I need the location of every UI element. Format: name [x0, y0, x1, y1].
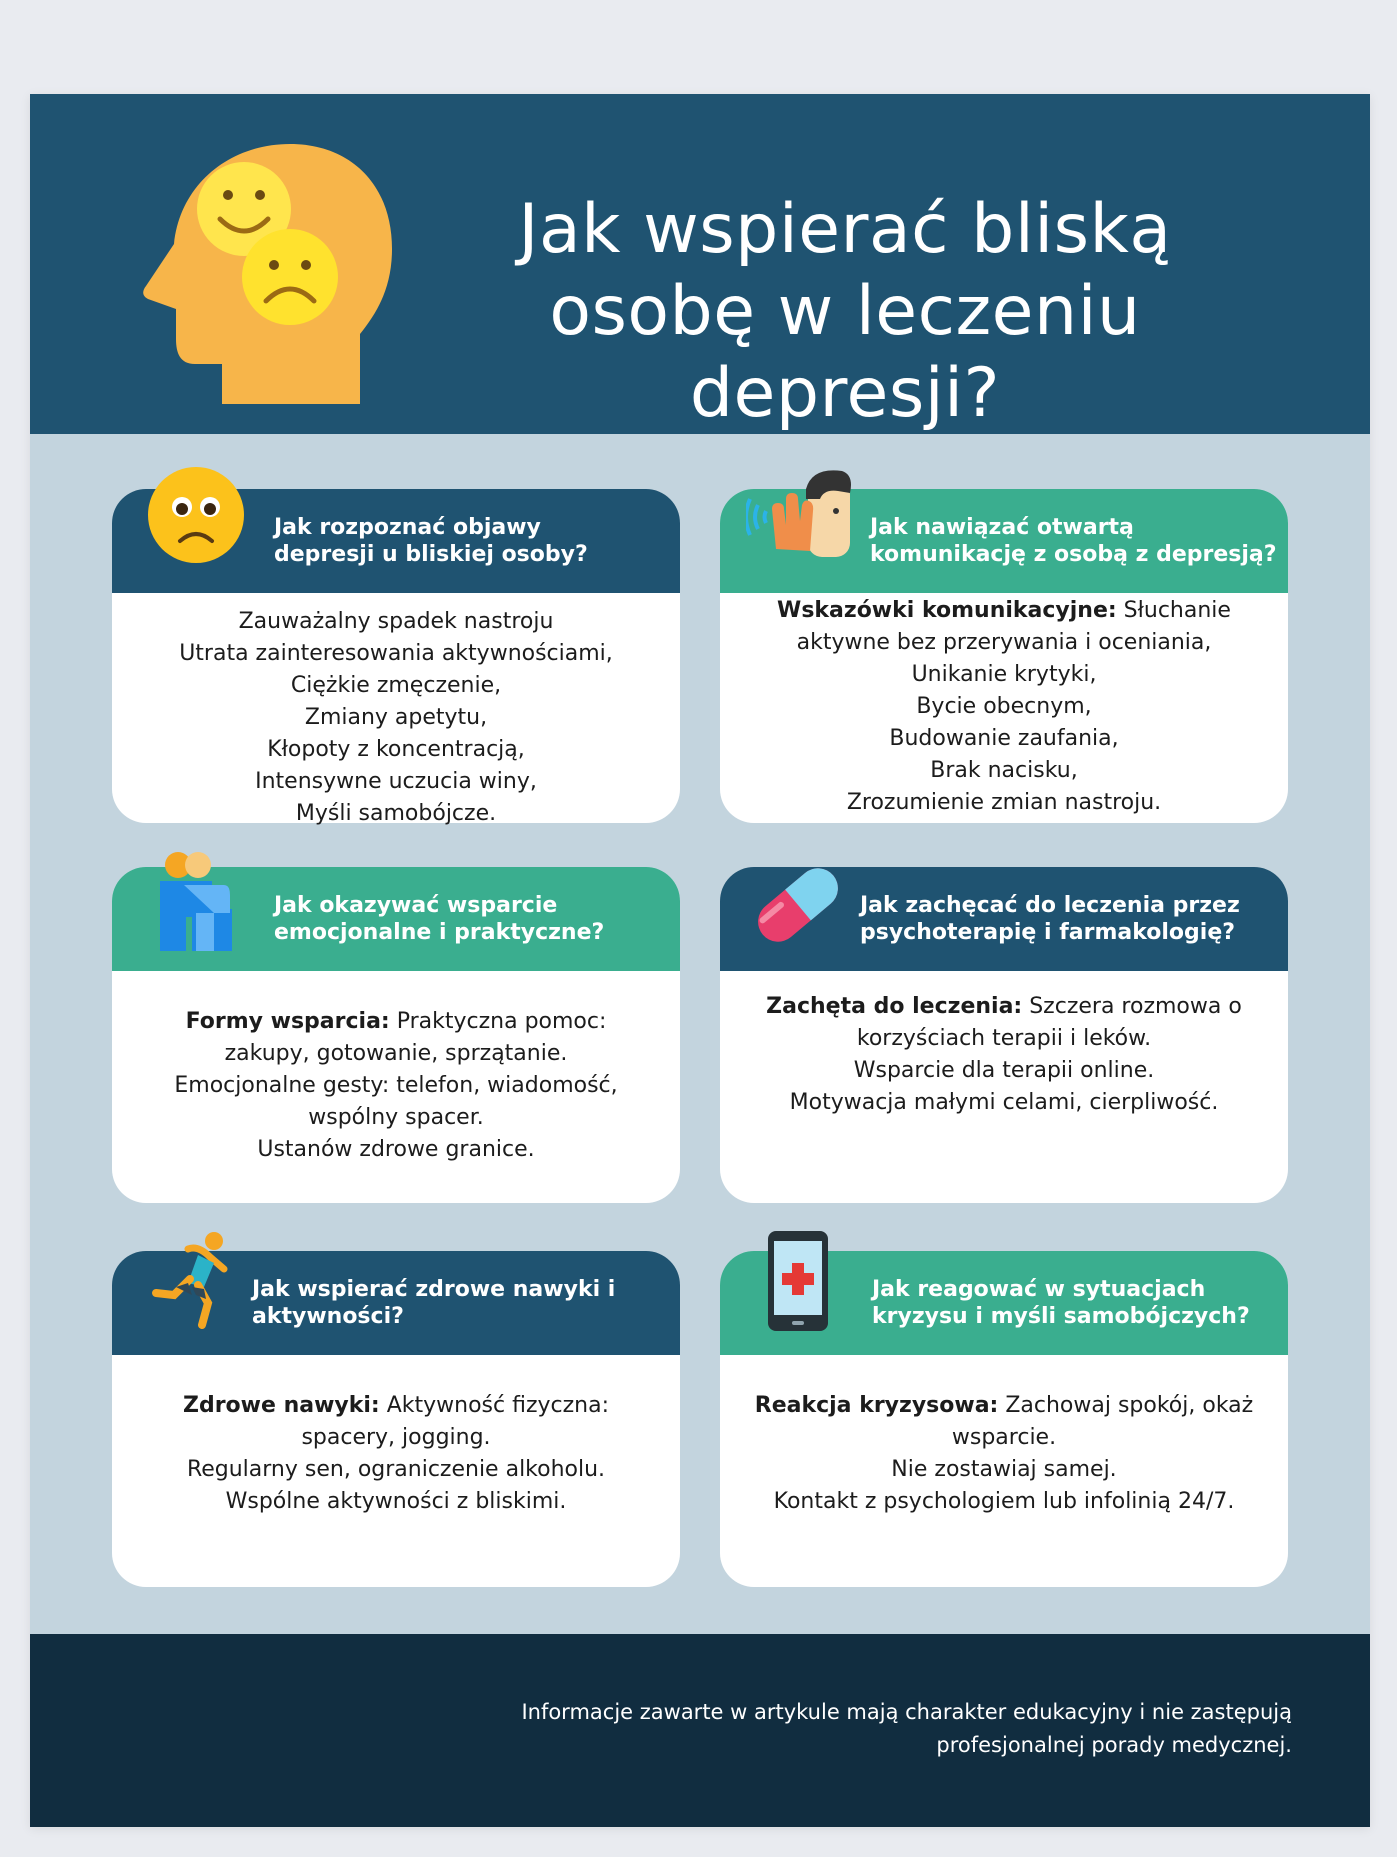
footer — [30, 1634, 1370, 1827]
page-title: Jak wspierać bliską osobę w leczeniu depresji? — [518, 190, 1172, 433]
list-item: Brak nacisku, — [930, 758, 1078, 783]
list-item: Aktywność fizyczna: — [379, 1393, 609, 1418]
card-title: Jak okazywać wsparcie emocjonalne i praktyczne? — [274, 893, 605, 945]
card-communication — [720, 489, 1288, 823]
list-item: Zmiany apetytu, — [304, 705, 488, 730]
card-body — [140, 1006, 652, 1166]
card-body — [748, 595, 1260, 819]
infographic-poster — [30, 94, 1370, 1827]
card-crisis — [720, 1251, 1288, 1587]
card-lead: Zdrowe nawyki: — [183, 1393, 380, 1418]
sad-face-icon — [146, 465, 246, 565]
list-item: Regularny sen, ograniczenie alkoholu. — [186, 1457, 606, 1482]
listening-person-icon — [746, 469, 856, 559]
card-body — [748, 991, 1260, 1119]
list-item: Słuchanie — [1116, 598, 1231, 623]
list-item: korzyściach terapii i leków. — [856, 1026, 1152, 1051]
card-treatment — [720, 867, 1288, 1203]
list-item: Emocjonalne gesty: telefon, wiadomość, — [174, 1073, 618, 1098]
list-item: Utrata zainteresowania aktywnościami, — [179, 641, 613, 666]
card-emotional-support — [112, 867, 680, 1203]
card-title: Jak wspierać zdrowe nawyki i aktywności? — [252, 1277, 616, 1329]
list-item: Motywacja małymi celami, cierpliwość. — [789, 1090, 1219, 1115]
card-title: Jak nawiązać otwartą komunikację z osobą z depresją? — [870, 515, 1277, 567]
card-title: Jak zachęcać do leczenia przez psychoterapię i farmakologię? — [860, 893, 1240, 945]
list-item: wspólny spacer. — [308, 1105, 484, 1130]
list-item: aktywne bez przerywania i oceniania, — [796, 630, 1212, 655]
card-lead: Zachęta do leczenia: — [766, 994, 1023, 1019]
card-body — [140, 606, 652, 830]
card-lead: Wskazówki komunikacyjne: — [777, 598, 1117, 623]
card-healthy-habits — [112, 1251, 680, 1587]
list-item: Kontakt z psychologiem lub infolinią 24/7. — [773, 1489, 1235, 1514]
list-item: Wsparcie dla terapii online. — [853, 1058, 1155, 1083]
list-item: Zachowaj spokój, okaż — [998, 1393, 1254, 1418]
list-item: Budowanie zaufania, — [889, 726, 1119, 751]
list-item: Intensywne uczucia winy, — [255, 769, 537, 794]
running-person-icon — [148, 1229, 244, 1329]
list-item: Praktyczna pomoc: — [389, 1009, 607, 1034]
hug-people-icon — [156, 851, 236, 955]
list-item: Ciężkie zmęczenie, — [290, 673, 502, 698]
card-lead: Reakcja kryzysowa: — [754, 1393, 999, 1418]
card-body — [748, 1390, 1260, 1518]
list-item: Nie zostawiaj samej. — [891, 1457, 1117, 1482]
disclaimer-text: Informacje zawarte w artykule mają charakter edukacyjny i nie zastępują profesjonalnej porady medycznej. — [521, 1700, 1292, 1757]
list-item: Wspólne aktywności z bliskimi. — [225, 1489, 567, 1514]
list-item: Zauważalny spadek nastroju — [238, 609, 554, 634]
list-item: zakupy, gotowanie, sprzątanie. — [224, 1041, 568, 1066]
list-item: Kłopoty z koncentracją, — [267, 737, 525, 762]
card-title: Jak reagować w sytuacjach kryzysu i myśli samobójczych? — [872, 1277, 1250, 1329]
list-item: spacery, jogging. — [301, 1425, 491, 1450]
list-item: Szczera rozmowa o — [1022, 994, 1242, 1019]
header-banner — [30, 94, 1370, 434]
list-item: wsparcie. — [951, 1425, 1057, 1450]
mood-head-icon — [140, 139, 400, 409]
card-lead: Formy wsparcia: — [185, 1009, 390, 1034]
list-item: Bycie obecnym, — [916, 694, 1092, 719]
pill-capsule-icon — [748, 855, 848, 955]
card-body — [140, 1390, 652, 1518]
card-title: Jak rozpoznać objawy depresji u bliskiej osoby? — [274, 515, 588, 567]
list-item: Ustanów zdrowe granice. — [257, 1137, 535, 1162]
list-item: Zrozumienie zmian nastroju. — [846, 790, 1162, 815]
list-item: Myśli samobójcze. — [295, 801, 497, 826]
list-item: Unikanie krytyki, — [911, 662, 1097, 687]
card-symptoms — [112, 489, 680, 826]
medical-phone-icon — [766, 1229, 830, 1333]
